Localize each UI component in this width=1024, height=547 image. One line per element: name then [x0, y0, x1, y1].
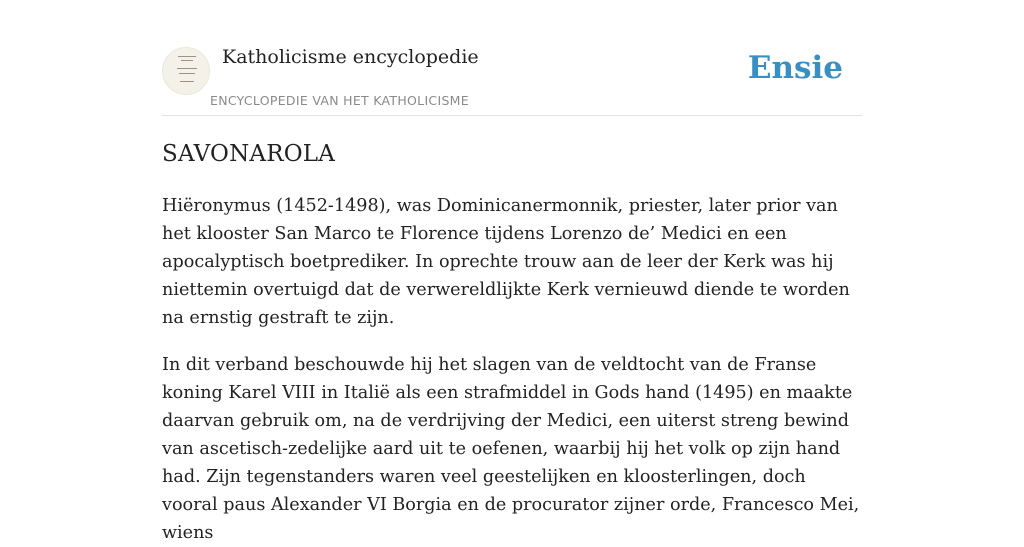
site-header [162, 0, 862, 116]
article-paragraph: In dit verband beschouwde hij het slagen van de veldtocht van de Franse koning Karel VIII in Italië als een strafmiddel in Gods hand (1495) en maakte daarvan gebruik om, na de verdrijving der Medici, een uiterst streng bewind van ascetisch-zedelijke aard uit te oefenen, waarbij hij het volk op zijn hand had. Zijn tegenstanders waren veel geestelijken en kloosterlingen, doch vooral paus Alexander VI Borgia en de procurator zijner orde, Francesco Mei, wiens [162, 355, 860, 543]
site-subtitle: ENCYCLOPEDIE VAN HET KATHOLICISME [210, 93, 469, 108]
ensie-logo[interactable]: Ensie [747, 50, 843, 86]
article-paragraph: Hiëronymus (1452-1498), was Dominicanermonnik, priester, later prior van het klooster San Marco te Florence tijdens Lorenzo de’ Medici en een apocalyptisch boetprediker. In oprechte trouw aan de leer der Kerk was hij niettemin overtuigd dat de verwereldlijkte Kerk vernieuwd diende te worden na ernstig gestraft te zijn. [162, 196, 850, 328]
article-title: SAVONAROLA [162, 141, 336, 167]
encyclopedia-cover-avatar[interactable] [162, 47, 210, 95]
site-title[interactable]: Katholicisme encyclopedie [222, 46, 479, 68]
content-container [162, 0, 862, 543]
